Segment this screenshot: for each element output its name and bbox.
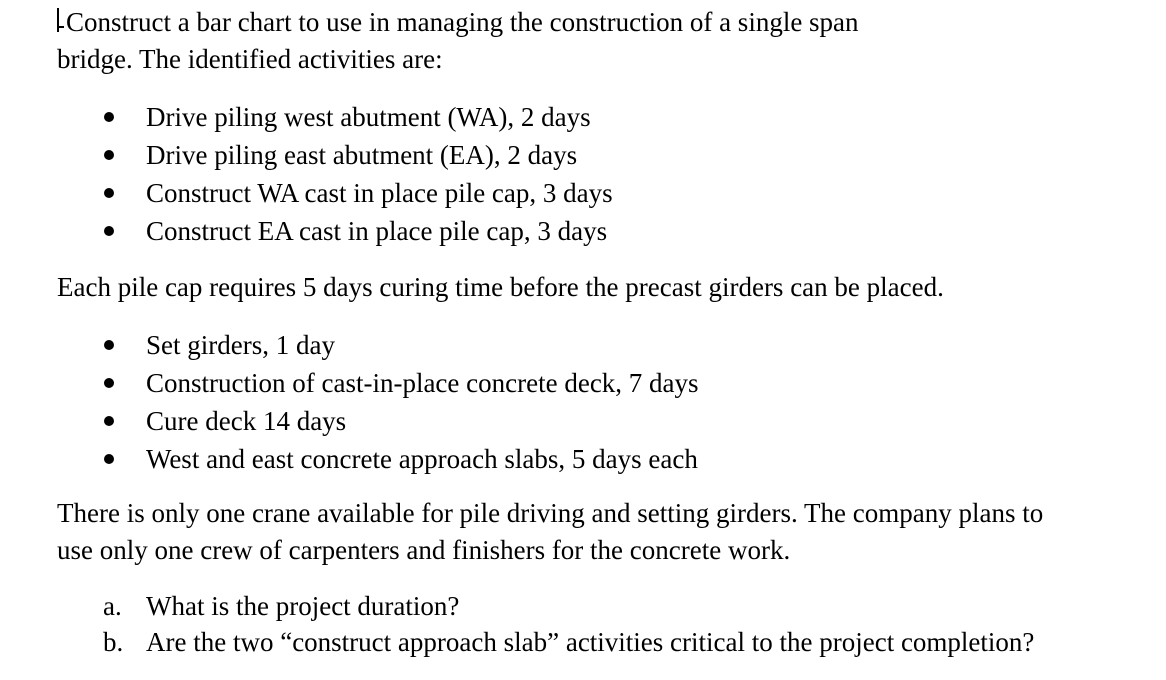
activity-text: Drive piling west abutment (WA), 2 days [146, 102, 591, 132]
question-marker: b. [103, 627, 124, 657]
text-cursor [57, 8, 59, 32]
activity-text: Drive piling east abutment (EA), 2 days [146, 140, 578, 170]
bullet-icon [104, 188, 114, 198]
question-text: Are the two “construct approach slab” activities critical to the project completion? [146, 627, 1035, 657]
curing-note: Each pile cap requires 5 days curing time before the precast girders can be placed. [57, 272, 944, 302]
bullet-icon [104, 340, 114, 350]
bullet-icon [104, 454, 114, 464]
bullet-icon [104, 378, 114, 388]
activity-text: Set girders, 1 day [146, 330, 335, 360]
question-marker: a. [103, 591, 122, 621]
activity-text: West and east concrete approach slabs, 5 days each [146, 444, 698, 474]
constraints-line-2: use only one crew of carpenters and finishers for the concrete work. [57, 535, 791, 565]
activity-text: Construct WA cast in place pile cap, 3 days [146, 178, 613, 208]
intro-line-2: bridge. The identified activities are: [57, 44, 443, 74]
question-text: What is the project duration? [146, 591, 460, 621]
activity-text: Construct EA cast in place pile cap, 3 days [146, 216, 608, 246]
activity-text: Cure deck 14 days [146, 406, 347, 436]
intro-line-1: Construct a bar chart to use in managing the construction of a single span [66, 7, 859, 37]
bullet-icon [104, 416, 114, 426]
constraints-line-1: There is only one crane available for pile driving and setting girders. The company plans to [57, 498, 1044, 528]
activity-text: Construction of cast-in-place concrete deck, 7 days [146, 368, 699, 398]
bullet-icon [104, 226, 114, 236]
bullet-icon [104, 150, 114, 160]
bullet-icon [104, 112, 114, 122]
